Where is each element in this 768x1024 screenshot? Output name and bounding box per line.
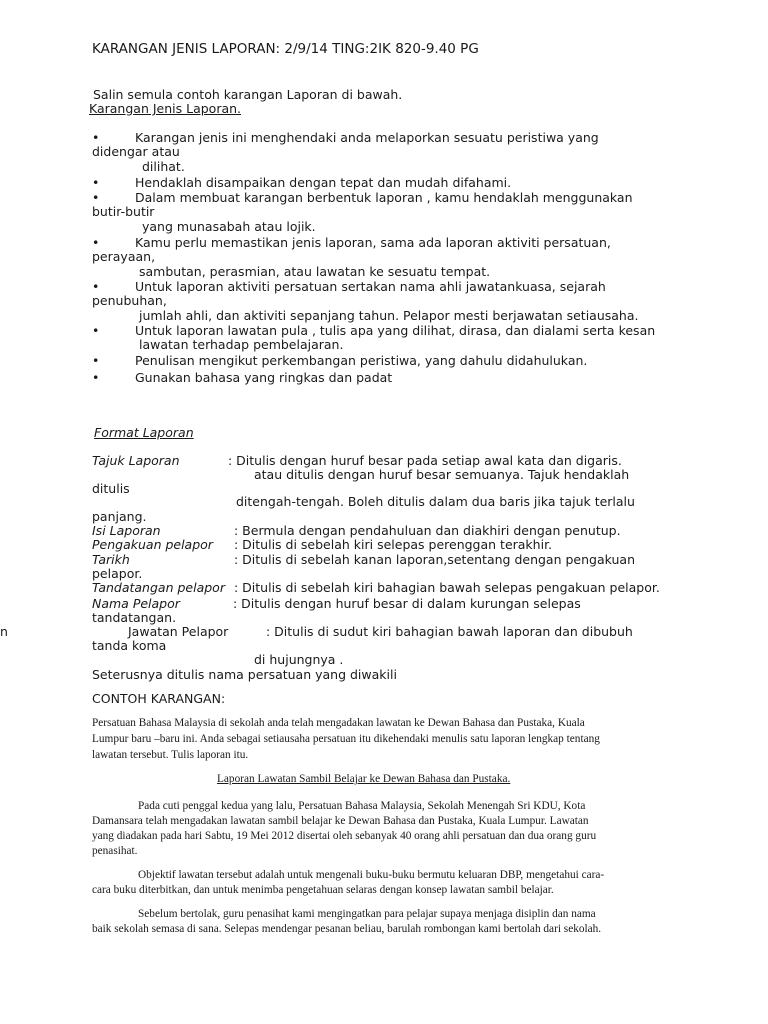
- bullet-icon: •: [92, 353, 100, 368]
- paragraph-line: Pada cuti penggal kedua yang lalu, Persatuan Bahasa Malaysia, Sekolah Menengah Sri KDU, Kota: [138, 800, 586, 812]
- list-item-cont: jumlah ahli, dan aktiviti sepanjang tahun. Pelapor mesti berjawatan setiausaha.: [139, 308, 639, 323]
- list-item-cont: yang munasabah atau lojik.: [142, 219, 316, 234]
- format-label-jawatan: Jawatan Pelapor: [128, 624, 229, 639]
- format-desc-tajuk: : Ditulis dengan huruf besar pada setiap awal kata dan digaris.: [228, 453, 622, 468]
- list-item: Karangan jenis ini menghendaki anda melaporkan sesuatu peristiwa yang: [135, 130, 599, 145]
- paragraph-line: baik sekolah semasa di sana. Selepas mendengar pesanan beliau, barulah rombongan kami bertolah dari sekolah.: [92, 923, 602, 935]
- format-desc-tandatangan: : Ditulis di sebelah kiri bahagian bawah selepas pengakuan pelapor.: [234, 580, 660, 595]
- report-title: Laporan Lawatan Sambil Belajar ke Dewan Bahasa dan Pustaka.: [217, 773, 511, 785]
- format-desc-isi: : Bermula dengan pendahuluan dan diakhiri dengan penutup.: [234, 523, 621, 538]
- format-label-tarikh: Tarikh: [92, 552, 130, 567]
- paragraph-line: penasihat.: [92, 845, 138, 857]
- format-label-isi: Isi Laporan: [92, 523, 161, 538]
- list-item: Dalam membuat karangan berbentuk laporan , kamu hendaklah menggunakan: [135, 190, 633, 205]
- list-item: Gunakan bahasa yang ringkas dan padat: [135, 370, 393, 385]
- list-item: Kamu perlu memastikan jenis laporan, sama ada laporan aktiviti persatuan,: [135, 235, 611, 250]
- instruction-text: Salin semula contoh karangan Laporan di bawah.: [93, 87, 403, 102]
- list-item-cont: sambutan, perasmian, atau lawatan ke sesuatu tempat.: [139, 264, 491, 279]
- list-item-cont: butir-butir: [92, 204, 155, 219]
- bullet-icon: •: [92, 279, 100, 294]
- format-closing: Seterusnya ditulis nama persatuan yang diwakili: [92, 667, 397, 682]
- list-item-cont: dilihat.: [142, 159, 185, 174]
- format-desc-nama: : Ditulis dengan huruf besar di dalam kurungan selepas: [233, 596, 581, 611]
- list-item-cont: penubuhan,: [92, 293, 167, 308]
- format-desc-tarikh-cont: pelapor.: [92, 566, 143, 581]
- format-desc-jawatan-cont: tanda koma: [92, 638, 167, 653]
- section-heading-contoh: CONTOH KARANGAN:: [92, 691, 226, 706]
- format-desc-tajuk-cont: panjang.: [92, 509, 147, 524]
- format-label-tandatangan: Tandatangan pelapor: [92, 580, 225, 595]
- list-item-cont: lawatan terhadap pembelajaran.: [139, 337, 344, 352]
- section-heading-jenis: Karangan Jenis Laporan.: [89, 101, 242, 116]
- paragraph-line: Sebelum bertolak, guru penasihat kami mengingatkan para pelajar supaya menjaga disiplin dan nama: [138, 908, 596, 920]
- bullet-icon: •: [92, 323, 100, 338]
- section-heading-format: Format Laporan: [94, 425, 194, 440]
- bullet-icon: •: [92, 190, 100, 205]
- bullet-icon: •: [92, 175, 100, 190]
- format-label-pengakuan: Pengakuan pelapor: [92, 537, 213, 552]
- question-line: lawatan tersebut. Tulis laporan itu.: [92, 749, 249, 761]
- stray-char: n: [0, 624, 8, 639]
- format-desc-tajuk-cont: ditulis: [92, 481, 130, 496]
- paragraph-line: Objektif lawatan tersebut adalah untuk mengenali buku-buku bermutu keluaran DBP, mengetahui cara-: [138, 869, 605, 881]
- format-desc-tarikh: : Ditulis di sebelah kanan laporan,setentang dengan pengakuan: [234, 552, 635, 567]
- paragraph-line: Damansara telah mengadakan lawatan sambil belajar ke Dewan Bahasa dan Pustaka, Kuala Lumpur. Lawatan: [92, 815, 589, 827]
- page-title: KARANGAN JENIS LAPORAN: 2/9/14 TING:2IK 820-9.40 PG: [92, 41, 479, 57]
- bullet-icon: •: [92, 370, 100, 385]
- list-item: Hendaklah disampaikan dengan tepat dan mudah difahami.: [135, 175, 512, 190]
- bullet-icon: •: [92, 130, 100, 145]
- format-desc-nama-cont: tandatangan.: [92, 610, 177, 625]
- format-label-tajuk: Tajuk Laporan: [92, 453, 180, 468]
- bullet-icon: •: [92, 235, 100, 250]
- list-item: Penulisan mengikut perkembangan peristiwa, yang dahulu didahulukan.: [135, 353, 588, 368]
- format-desc-pengakuan: : Ditulis di sebelah kiri selepas perenggan terakhir.: [234, 537, 553, 552]
- question-line: Lumpur baru –baru ini. Anda sebagai setiausaha persatuan itu dikehendaki menulis satu laporan lengkap tentang: [92, 733, 600, 745]
- paragraph-line: cara buku diterbitkan, dan untuk menimba pengetahuan selaras dengan konsep lawatan sambil belajar.: [92, 884, 554, 896]
- list-item-cont: perayaan,: [92, 249, 156, 264]
- paragraph-line: yang diadakan pada hari Sabtu, 19 Mei 2012 disertai oleh sebanyak 40 orang ahli persatuan dan dua orang guru: [92, 830, 597, 842]
- list-item-cont: didengar atau: [92, 144, 180, 159]
- question-line: Persatuan Bahasa Malaysia di sekolah anda telah mengadakan lawatan ke Dewan Bahasa dan Pustaka, Kuala: [92, 717, 585, 729]
- format-desc-tajuk-cont: ditengah-tengah. Boleh ditulis dalam dua baris jika tajuk terlalu: [236, 494, 635, 509]
- list-item: Untuk laporan lawatan pula , tulis apa yang dilihat, dirasa, dan dialami serta kesan: [135, 323, 656, 338]
- list-item: Untuk laporan aktiviti persatuan sertakan nama ahli jawatankuasa, sejarah: [135, 279, 606, 294]
- format-label-nama: Nama Pelapor: [92, 596, 180, 611]
- format-desc-jawatan-cont: di hujungnya .: [254, 652, 344, 667]
- format-desc-jawatan: : Ditulis di sudut kiri bahagian bawah laporan dan dibubuh: [266, 624, 633, 639]
- format-desc-tajuk-cont: atau ditulis dengan huruf besar semuanya. Tajuk hendaklah: [254, 467, 630, 482]
